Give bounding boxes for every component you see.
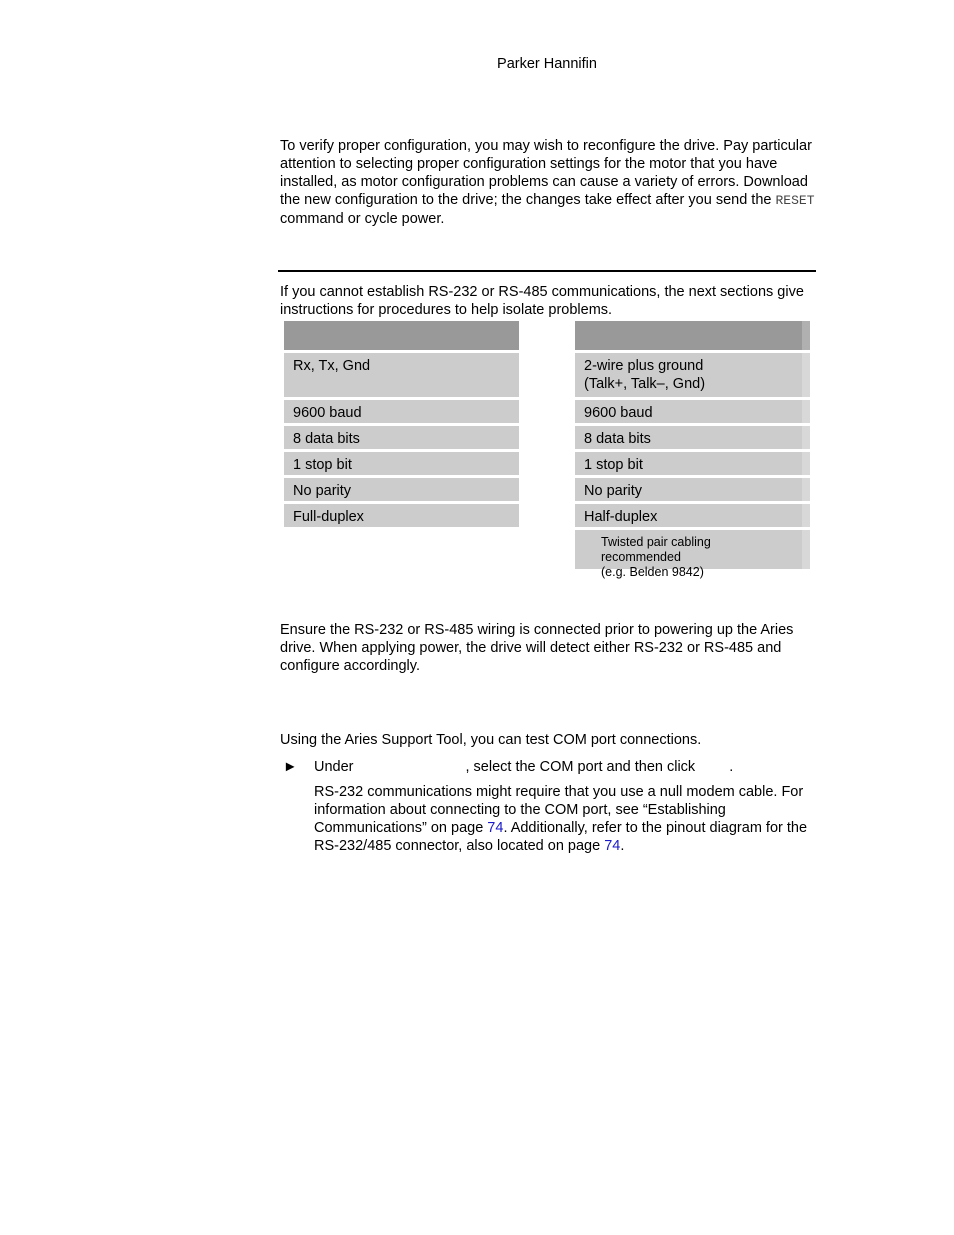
rs232-parity-cell: No parity xyxy=(284,478,519,501)
rs232-settings-column xyxy=(284,321,519,530)
bullet-arrow-icon: ► xyxy=(283,759,298,775)
communications-intro: If you cannot establish RS-232 or RS-485 communications, the next sections give instructions for procedures to help isolate problems. xyxy=(280,284,804,318)
com-port-instruction xyxy=(314,759,733,775)
rs485-settings-column xyxy=(575,321,810,579)
rs485-cabling-note xyxy=(575,530,810,579)
rs485-header-cell xyxy=(575,321,810,350)
rs485-wiring-line2: (Talk+, Talk–, Gnd) xyxy=(584,376,706,392)
rs232-wiring-cell: Rx, Tx, Gnd xyxy=(284,353,519,397)
rs232-stopbit-cell: 1 stop bit xyxy=(284,452,519,475)
reconfigure-text-end: command or cycle power. xyxy=(280,211,445,227)
section-divider xyxy=(278,270,816,272)
rs232-databits-cell: 8 data bits xyxy=(284,426,519,449)
rs485-duplex-cell: Half-duplex xyxy=(575,504,810,527)
rs485-stopbit-cell: 1 stop bit xyxy=(575,452,810,475)
rs485-baud-cell: 9600 baud xyxy=(575,400,810,423)
reconfigure-text: To verify proper configuration, you may wish to reconfigure the drive. Pay particular attention to selecting proper configuration settings for the motor that you have installed, as motor configuration problems can cause a variety of errors. Download the new configuration to the drive; the changes take effect after you send the xyxy=(280,138,812,208)
rs485-parity-cell: No parity xyxy=(575,478,810,501)
rs232-duplex-cell: Full-duplex xyxy=(284,504,519,527)
null-modem-text: RS-232 communications might require that you use a null modem cable. For information about connecting to the COM port, see “Establishing Communications” on page xyxy=(314,784,804,836)
instruction-end: . xyxy=(729,759,734,775)
instruction-mid: , select the COM port and then click xyxy=(465,759,696,775)
page-link-establishing-communications[interactable]: 74 xyxy=(487,820,504,836)
null-modem-paragraph xyxy=(314,783,819,855)
null-modem-text-middle: . Additionally, refer to the pinout diagram for the RS-232/485 connector, also located on page xyxy=(314,820,808,854)
cabling-note-line2: (e.g. Belden 9842) xyxy=(601,565,704,579)
rs485-databits-cell: 8 data bits xyxy=(575,426,810,449)
instruction-under: Under xyxy=(314,759,354,775)
rs232-header-cell xyxy=(284,321,519,350)
reset-command: RESET xyxy=(775,193,815,208)
support-tool-paragraph: Using the Aries Support Tool, you can test COM port connections. xyxy=(280,732,702,748)
wiring-paragraph: Ensure the RS-232 or RS-485 wiring is connected prior to powering up the Aries drive. When applying power, the drive will detect either RS-232 or RS-485 and configure accordingly. xyxy=(280,622,794,674)
cabling-note-line1: Twisted pair cabling recommended xyxy=(601,535,711,564)
page-link-pinout-diagram[interactable]: 74 xyxy=(604,838,621,854)
rs485-wiring-cell xyxy=(575,353,810,397)
reconfigure-paragraph xyxy=(280,137,815,228)
rs232-baud-cell: 9600 baud xyxy=(284,400,519,423)
page-header: Parker Hannifin xyxy=(497,56,597,72)
rs485-wiring-line1: 2-wire plus ground xyxy=(584,358,704,374)
null-modem-text-end: . xyxy=(620,838,625,854)
